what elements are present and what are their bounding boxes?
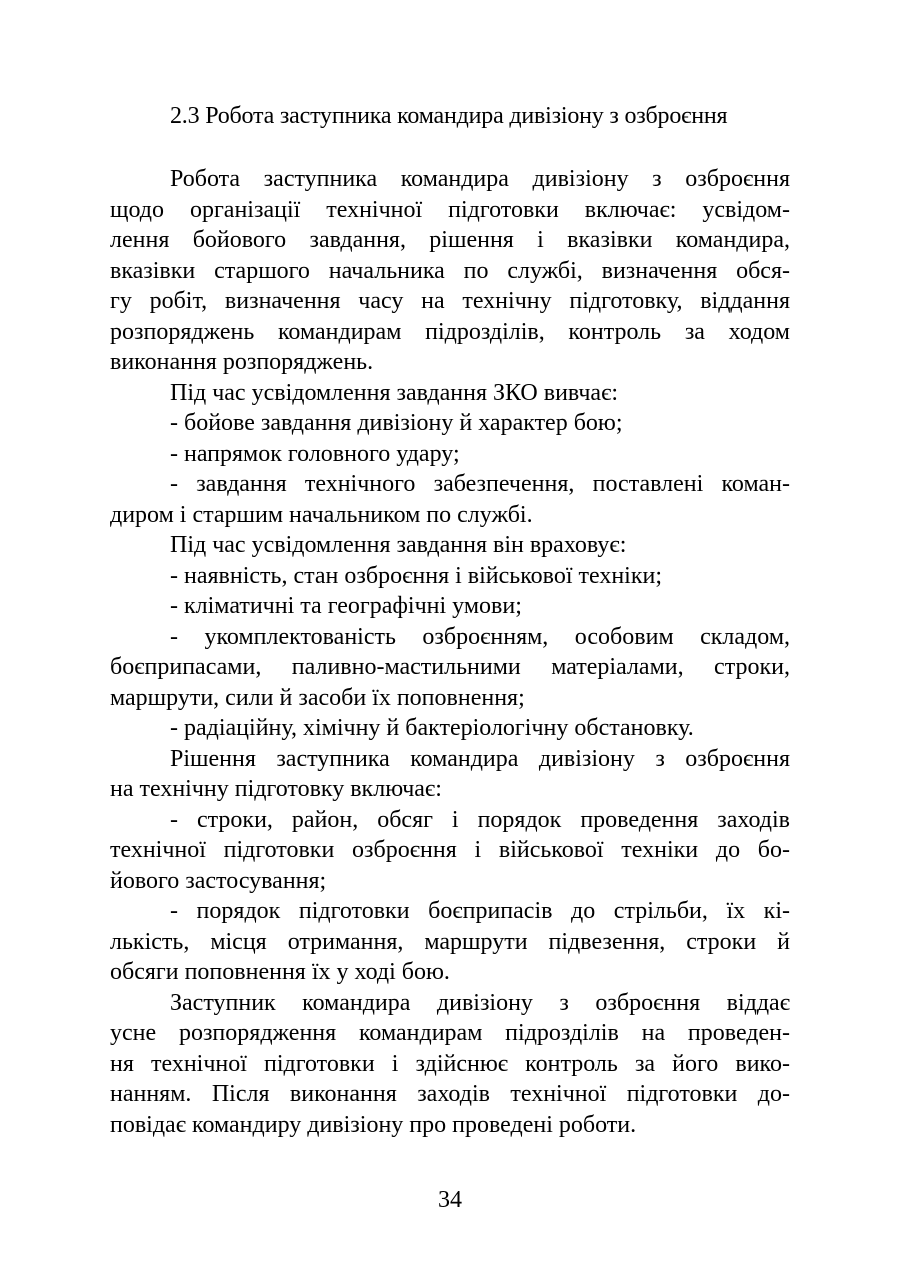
- text-line: нанням. Після виконання заходів технічної підготовки до-: [110, 1081, 790, 1107]
- text-line: повідає командиру дивізіону про проведені роботи.: [110, 1111, 637, 1138]
- text-line: виконання розпоряджень.: [110, 349, 374, 375]
- text-line: йового застосування;: [110, 867, 327, 894]
- text-line: - укомплектованість озброєнням, особовим складом,: [170, 623, 790, 650]
- text-line: Рішення заступника командира дивізіону з озброєння: [170, 745, 790, 772]
- text-line: лькість, місця отримання, маршрути підвезення, строки й: [110, 928, 790, 955]
- text-line: ня технічної підготовки і здійснює контроль за його вико-: [110, 1050, 790, 1077]
- text-line: вказівки старшого начальника по службі, визначення обся-: [110, 257, 790, 284]
- text-line: Під час усвідомлення завдання він враховує:: [170, 532, 627, 558]
- text-line: боєприпасами, паливно-мастильними матеріалами, строки,: [110, 654, 790, 680]
- text-line: Заступник командира дивізіону з озброєння віддає: [170, 989, 790, 1016]
- text-line: на технічну підготовку включає:: [110, 776, 442, 802]
- text-line: - напрямок головного удару;: [170, 440, 460, 467]
- text-line: - наявність, стан озброєння і військової техніки;: [170, 562, 662, 589]
- text-line: - радіаційну, хімічну й бактеріологічну обстановку.: [170, 715, 694, 741]
- page-number: 34: [438, 1187, 462, 1213]
- text-line: - порядок підготовки боєприпасів до стрільби, їх кі-: [170, 898, 790, 924]
- text-line: обсяги поповнення їх у ході бою.: [110, 959, 450, 985]
- text-line: лення бойового завдання, рішення і вказівки командира,: [110, 227, 790, 253]
- text-line: розпоряджень командирам підрозділів, контроль за ходом: [110, 318, 790, 345]
- text-line: диром і старшим начальником по службі.: [110, 501, 533, 528]
- text-line: технічної підготовки озброєння і військової техніки до бо-: [110, 837, 790, 863]
- document-page: [110, 100, 790, 1140]
- section-title: 2.3 Робота заступника командира дивізіону з озброєння: [170, 103, 728, 129]
- text-line: усне розпорядження командирам підрозділів на проведен-: [110, 1020, 790, 1046]
- text-line: Під час усвідомлення завдання ЗКО вивчає:: [170, 379, 619, 406]
- text-line: - бойове завдання дивізіону й характер бою;: [170, 410, 623, 436]
- text-line: Робота заступника командира дивізіону з озброєння: [170, 166, 790, 192]
- text-line: - завдання технічного забезпечення, поставлені коман-: [170, 471, 790, 497]
- text-line: маршрути, сили й засоби їх поповнення;: [110, 684, 525, 711]
- text-line: щодо організації технічної підготовки включає: усвідом-: [110, 196, 790, 223]
- text-line: - кліматичні та географічні умови;: [170, 593, 522, 619]
- text-line: - строки, район, обсяг і порядок проведення заходів: [170, 806, 790, 833]
- body-text: [110, 164, 790, 1140]
- text-line: гу робіт, визначення часу на технічну підготовку, віддання: [110, 288, 790, 314]
